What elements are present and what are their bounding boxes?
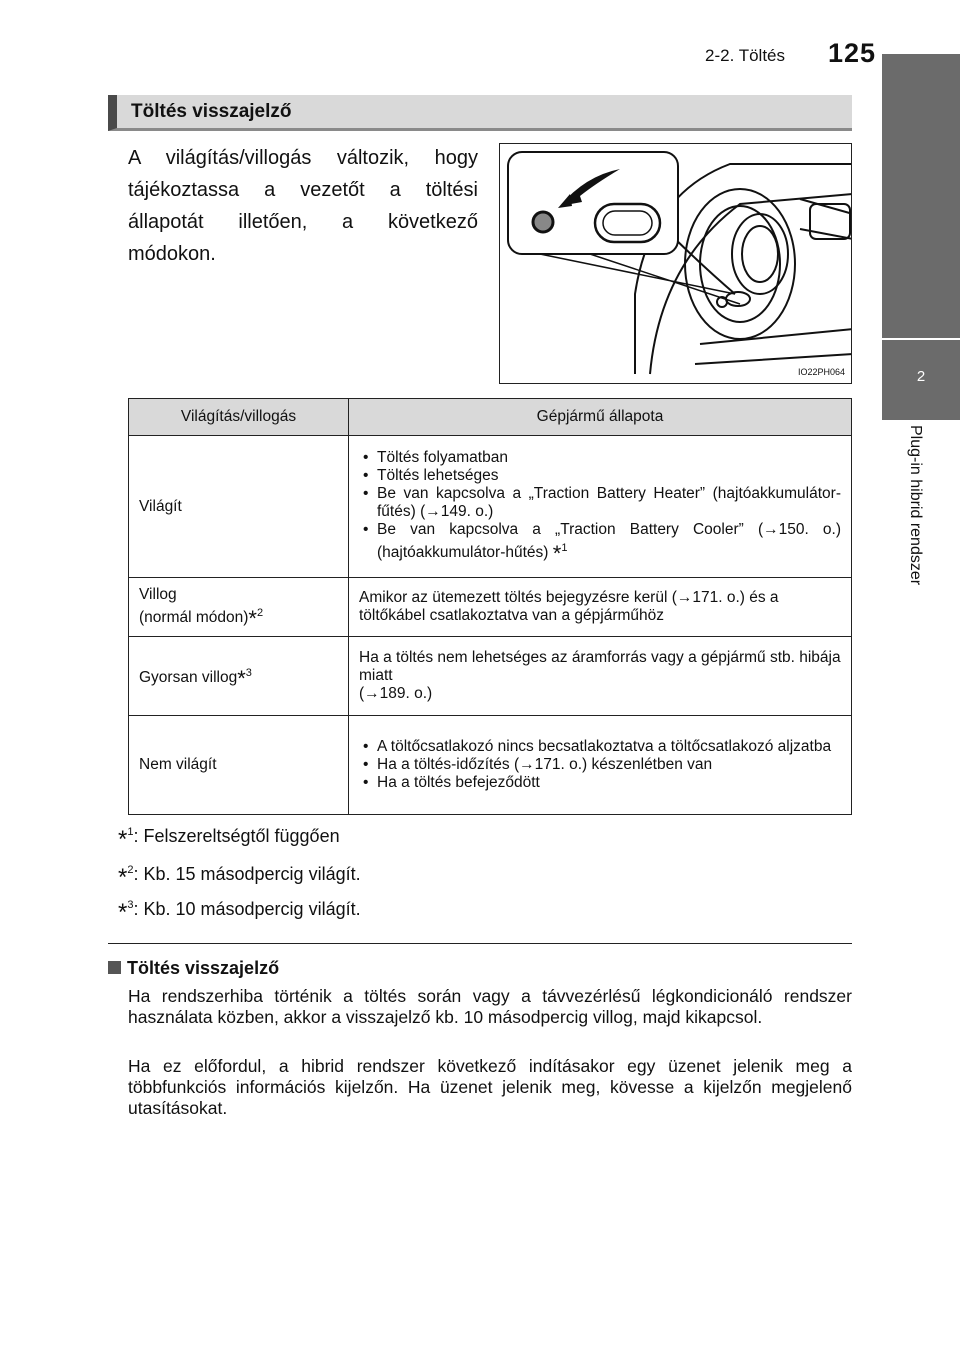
table-header-vehicle: Gépjármű állapota	[349, 399, 852, 436]
state-cell: Nem világít	[129, 716, 349, 815]
side-tab-bar	[882, 54, 960, 338]
section-title: Töltés visszajelző	[131, 101, 292, 122]
paragraph: Ha ez előfordul, a hibrid rendszer következő indításakor egy üzenet jelenik meg a többfunkciós információs kijelzőn. Ha üzenet jelenik meg, kövesse a kijelzőn megjelenő utasításokat.	[128, 1056, 852, 1118]
table-header-state: Világítás/villogás	[129, 399, 349, 436]
divider	[108, 943, 852, 944]
vehicle-state-cell	[349, 436, 852, 578]
list-item: • A töltőcsatlakozó nincs becsatlakoztatva a töltőcsatlakozó aljzatba	[359, 738, 841, 756]
list-item: • Töltés folyamatban	[359, 449, 841, 467]
chapter-tab-number: 2	[882, 340, 960, 420]
paragraph: Ha rendszerhiba történik a töltés során vagy a távvezérlésű légkondicionáló rendszer használata közben, akkor a visszajelző kb. 10 másodpercig villog, majd kikapcsol.	[128, 986, 852, 1027]
table-row	[129, 578, 852, 637]
footnote-ref: 3	[245, 666, 252, 679]
section-header: 2-2. Töltés	[705, 46, 786, 65]
footnote: *$^2$: Kb. 15 másodpercig világít.	[118, 864, 361, 891]
list-item: • Be van kapcsolva a „Traction Battery Cooler” (→150. o.) (hajtóakkumulátor-hűtés) *$^1$	[359, 521, 841, 563]
charge-port-illustration	[499, 143, 852, 384]
list-item: • Be van kapcsolva a „Traction Battery Heater” (hajtóakkumulátor-fűtés) (→149. o.)	[359, 485, 841, 521]
list-item: • Ha a töltés befejeződött	[359, 774, 841, 792]
table-row	[129, 637, 852, 716]
section-title-bar	[108, 95, 852, 131]
footnote-ref: 1	[561, 542, 568, 555]
footnote: *$^1$: Felszereltségtől függően	[118, 826, 340, 853]
footnote-ref: 2	[256, 606, 264, 619]
page-number: 125	[828, 38, 877, 68]
subsection-title: Töltés visszajelző	[108, 958, 279, 979]
square-bullet-icon	[108, 961, 121, 974]
vehicle-state-cell	[349, 716, 852, 815]
state-cell: Villog (normál módon)*$^2$	[129, 578, 349, 637]
intro-text: A világítás/villogás változik, hogy tájékoztassa a vezetőt a töltési állapotát illetően, a következő módokon.	[128, 147, 478, 265]
list-item: • Ha a töltés-időzítés (→171. o.) készenlétben van	[359, 756, 841, 774]
list-item: • Töltés lehetséges	[359, 467, 841, 485]
illustration-code: IO22PH064	[797, 367, 845, 377]
charge-port-drawing	[500, 144, 852, 384]
state-cell: Gyorsan villog*$^3$	[129, 637, 349, 716]
footnote: *$^3$: Kb. 10 másodpercig világít.	[118, 899, 361, 926]
table-row	[129, 716, 852, 815]
chapter-tab-label: Plug-in hibrid rendszer	[907, 425, 924, 586]
vehicle-state-cell: Ha a töltés nem lehetséges az áramforrás vagy a gépjármű stb. hibája miatt (→189. o.)	[349, 637, 852, 716]
table-row	[129, 436, 852, 578]
indicator-table	[128, 398, 852, 815]
vehicle-state-cell: Amikor az ütemezett töltés bejegyzésre kerül (→171. o.) és a töltőkábel csatlakoztatva van a gépjárműhöz	[349, 578, 852, 637]
state-cell: Világít	[129, 436, 349, 578]
